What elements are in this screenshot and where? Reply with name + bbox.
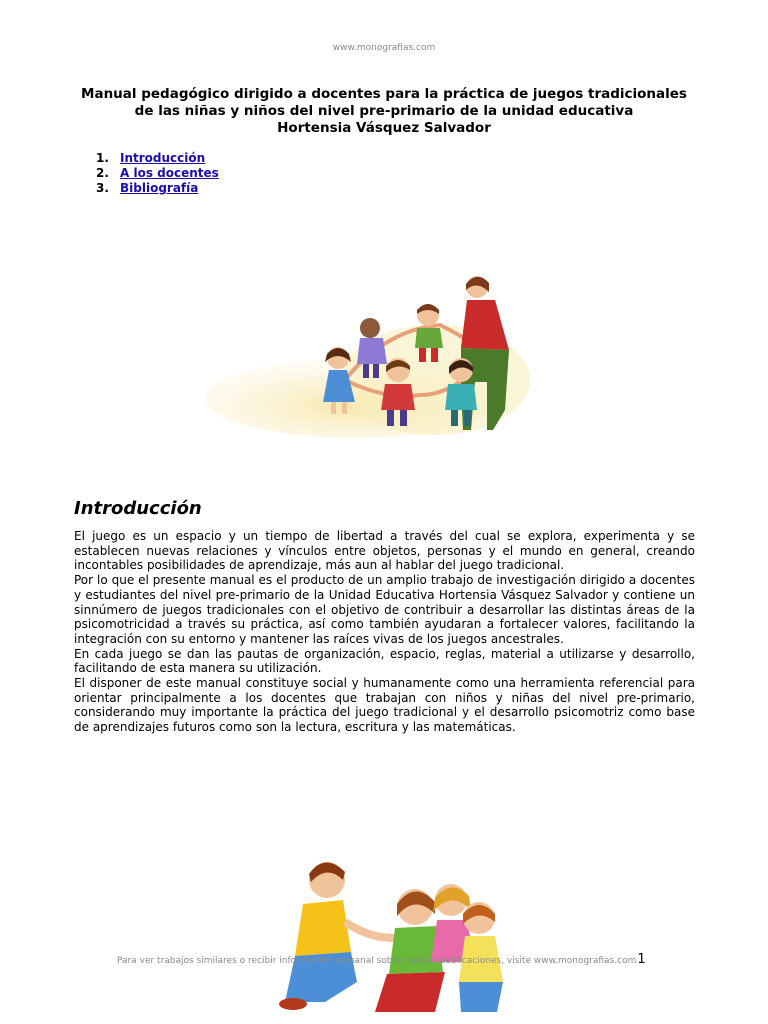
toc-link-bibliografia[interactable]: Bibliografía (120, 181, 199, 195)
toc-number: 1. (96, 151, 109, 165)
toc-number: 2. (96, 166, 109, 180)
children-playing-illustration (265, 852, 515, 1024)
introduction-body (74, 529, 695, 735)
section-heading-introduccion: Introducción (74, 498, 202, 519)
document-title (40, 86, 728, 137)
title-line-2: de las niñas y niños del nivel pre-primario de la unidad educativa (134, 103, 634, 119)
toc-link-introduccion[interactable]: Introducción (120, 151, 206, 165)
paragraph: En cada juego se dan las pautas de organización, espacio, reglas, material a utilizarse y desarrollo, facilitando de esta manera su utilización. (74, 646, 695, 676)
toc-item (96, 151, 219, 166)
toc-link-a-los-docentes[interactable]: A los docentes (120, 166, 219, 180)
title-line-1: Manual pedagógico dirigido a docentes para la práctica de juegos tradicionales (81, 86, 687, 102)
toc-number: 3. (96, 181, 109, 195)
site-header: www.monografias.com (332, 43, 436, 53)
footer-text: Para ver trabajos similares o recibir información semanal sobre nuevas publicaciones, visite www.monografias.com (117, 956, 637, 966)
page-footer (117, 952, 677, 967)
toc-item (96, 166, 219, 181)
paragraph: El juego es un espacio y un tiempo de libertad a través del cual se explora, experimenta y se establecen nuevas relaciones y vínculos entre objetos, personas y el mundo en general, creando incontables posibilidades de aprendizaje, más aun al hablar del juego tradicional. (74, 529, 695, 573)
title-line-3: Hortensia Vásquez Salvador (277, 120, 491, 136)
children-circle-illustration (205, 270, 550, 470)
paragraph: El disponer de este manual constituye social y humanamente como una herramienta referencial para orientar principalmente a los docentes que trabajan con niños y niñas del nivel pre-primario, considerando muy importante la práctica del juego tradicional y el desarrollo psicomotriz como base de aprendizajes futuros como son la lectura, escritura y las matemáticas. (74, 676, 695, 735)
paragraph: Por lo que el presente manual es el producto de un amplio trabajo de investigación dirigido a docentes y estudiantes del nivel pre-primario de la Unidad Educativa Hortensia Vásquez Salvador y contiene un sinnúmero de juegos tradicionales con el objetivo de contribuir a desarrollar las distintas áreas de la psicomotricidad a través su práctica, así como también ayudaran a fortalecer valores, facilitando la integración con su entorno y mantener las raíces vivas de los juegos ancestrales. (74, 573, 695, 646)
table-of-contents (96, 151, 219, 196)
toc-item (96, 181, 219, 196)
page-number: 1 (637, 952, 646, 967)
